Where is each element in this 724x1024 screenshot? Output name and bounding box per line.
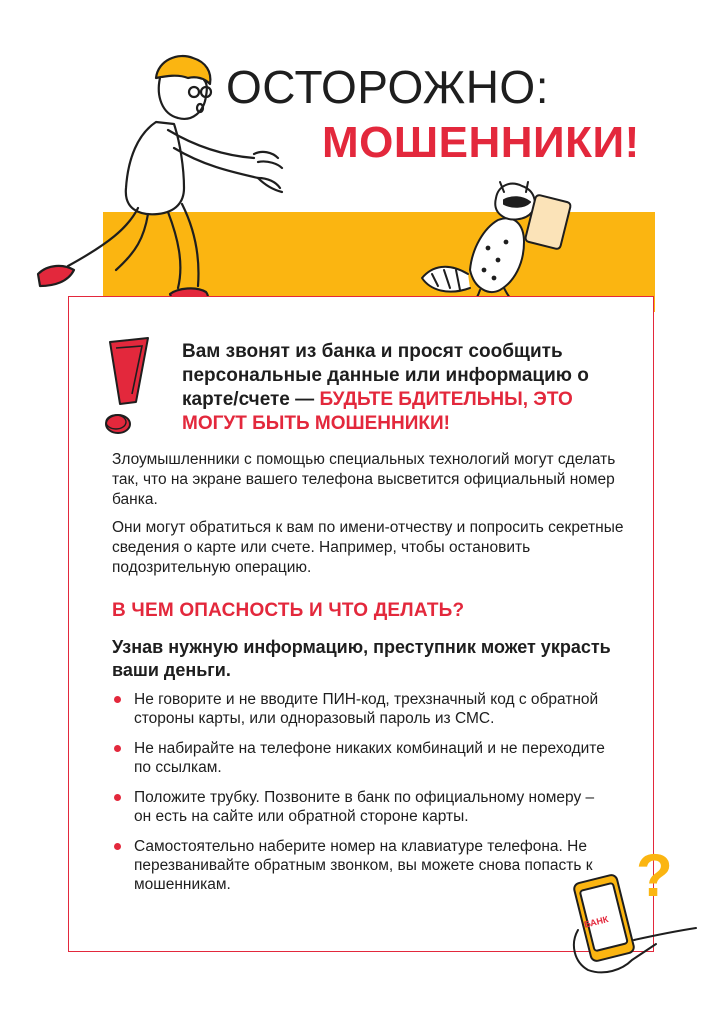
list-item: Не набирайте на телефоне никаких комбинаций и не переходите по ссылкам. <box>112 739 612 777</box>
paragraph-2: Они могут обратиться к вам по имени-отчеству и попросить секретные сведения о карте или счете. Например, чтобы остановить подозрительную операцию. <box>112 519 624 576</box>
exclamation-icon <box>102 336 158 440</box>
running-man-illustration <box>28 38 298 318</box>
tips-list <box>112 690 612 905</box>
list-item: Самостоятельно наберите номер на клавиатуре телефона. Не перезванивайте обратным звонком, вы можете снова попасть к мошенникам. <box>112 837 612 894</box>
phone-hand-illustration <box>560 840 710 980</box>
paragraph-1: Злоумышленники с помощью специальных технологий могут сделать так, что на экране вашего телефона высветится официальный номер банка. <box>112 451 616 508</box>
alert-lead-black: Вам звонят из банка и просят сообщить персональные данные или информацию о карте/счете — <box>182 341 589 410</box>
alert-lead-text <box>182 340 612 436</box>
alert-lead-red: БУДЬТЕ БДИТЕЛЬНЫ, ЭТО МОГУТ БЫТЬ МОШЕННИКИ! <box>182 389 573 434</box>
danger-subheading: Узнав нужную информацию, преступник может украсть ваши деньги. <box>112 637 611 680</box>
danger-heading: В ЧЕМ ОПАСНОСТЬ И ЧТО ДЕЛАТЬ? <box>112 600 465 621</box>
page-title-line2: МОШЕННИКИ! <box>322 118 640 167</box>
phone-screen-text: БАНК <box>583 914 610 930</box>
question-mark-icon: ? <box>636 842 673 909</box>
list-item: Не говорите и не вводите ПИН-код, трехзначный код с обратной стороны карты, или одноразовый пароль из СМС. <box>112 690 612 728</box>
page-title-line1: ОСТОРОЖНО: <box>226 61 549 113</box>
list-item: Положите трубку. Позвоните в банк по официальному номеру – он есть на сайте или обратной стороне карты. <box>112 788 612 826</box>
